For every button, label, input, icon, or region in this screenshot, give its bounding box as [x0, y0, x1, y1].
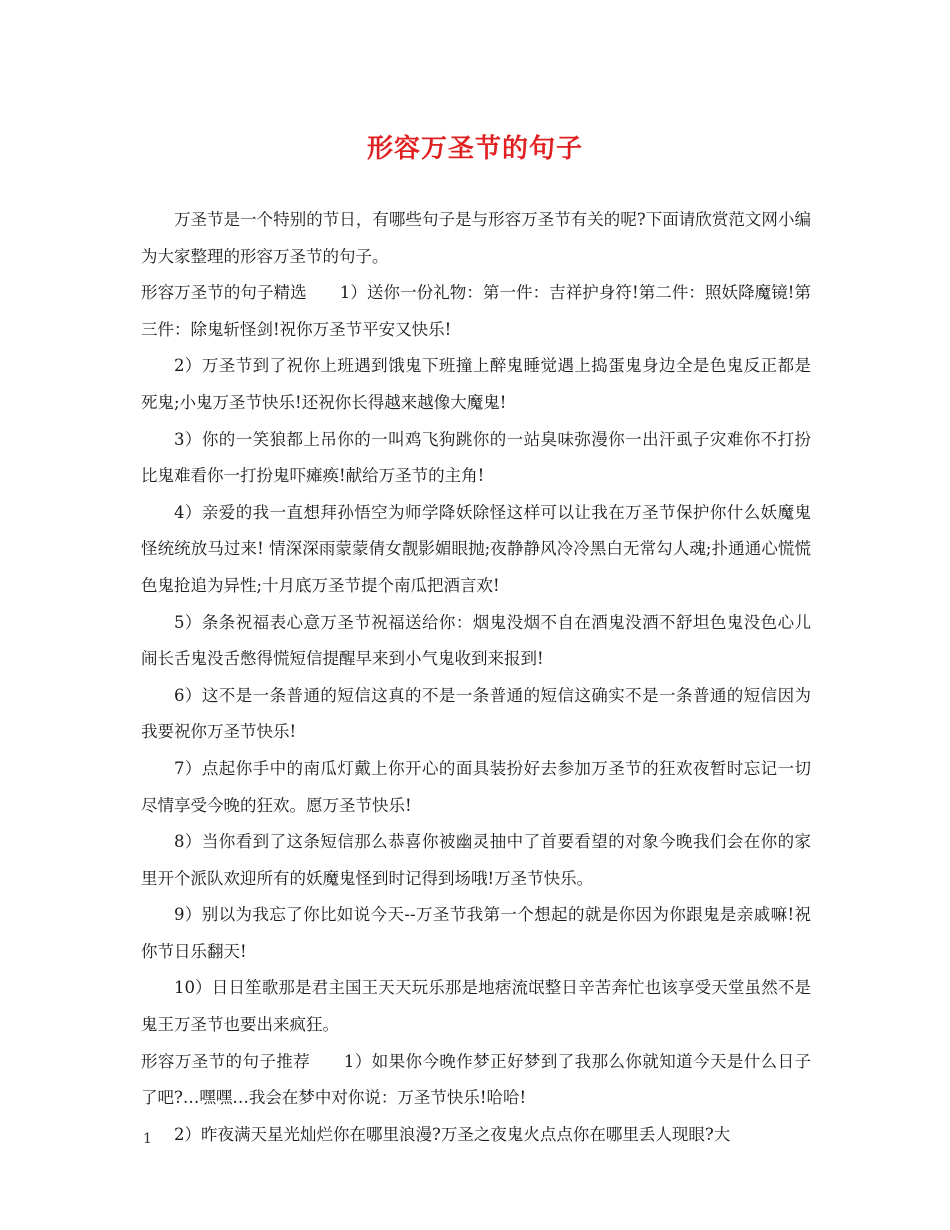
paragraph: 9）别以为我忘了你比如说今天--万圣节我第一个想起的就是你因为你跟鬼是亲戚嘛!祝你节日乐翻天! [141, 905, 811, 961]
paragraph: 2）万圣节到了祝你上班遇到饿鬼下班撞上醉鬼睡觉遇上捣蛋鬼身边全是色鬼反正都是死鬼;小鬼万圣节快乐!还祝你长得越来越像大魔鬼! [141, 356, 811, 412]
paragraph: 10）日日笙歌那是君主国王天天玩乐那是地痞流氓整日辛苦奔忙也该享受天堂虽然不是鬼王万圣节也要出来疯狂。 [141, 978, 811, 1035]
paragraph: 4）亲爱的我一直想拜孙悟空为师学降妖除怪这样可以让我在万圣节保护你什么妖魔鬼怪统统放马过来! 情深深雨蒙蒙倩女靓影媚眼抛;夜静静风冷冷黑白无常勾人魂;扑通通心慌慌色鬼抢追为异性;十月底万圣节提个南瓜把酒言欢! [141, 502, 811, 595]
paragraph: 2）昨夜满天星光灿烂你在哪里浪漫?万圣之夜鬼火点点你在哪里丢人现眼?大 [174, 1124, 731, 1144]
paragraph: 万圣节是一个特别的节日，有哪些句子是与形容万圣节有关的呢?下面请欣赏范文网小编为大家整理的形容万圣节的句子。 [141, 210, 811, 266]
section-heading-paragraph: 形容万圣节的句子精选 1）送你一份礼物：第一件：吉祥护身符!第二件：照妖降魔镜!第三件：除鬼斩怪剑!祝你万圣节平安又快乐! [141, 283, 811, 339]
paragraph: 8）当你看到了这条短信那么恭喜你被幽灵抽中了首要看望的对象今晚我们会在你的家里开个派队欢迎所有的妖魔鬼怪到时记得到场哦!万圣节快乐。 [141, 832, 811, 888]
page-number: 1 [143, 1131, 152, 1147]
document-title: 形容万圣节的句子 [366, 134, 583, 164]
document-body [141, 202, 811, 1153]
paragraph: 7）点起你手中的南瓜灯戴上你开心的面具装扮好去参加万圣节的狂欢夜暂时忘记一切尽情享受今晚的狂欢。愿万圣节快乐! [141, 758, 811, 815]
paragraph: 6）这不是一条普通的短信这真的不是一条普通的短信这确实不是一条普通的短信因为我要祝你万圣节快乐! [141, 685, 811, 742]
paragraph: 5）条条祝福表心意万圣节祝福送给你：烟鬼没烟不自在酒鬼没酒不舒坦色鬼没色心儿闹长舌鬼没舌憋得慌短信提醒早来到小气鬼收到来报到! [141, 612, 811, 669]
paragraph: 3）你的一笑狼都上吊你的一叫鸡飞狗跳你的一站臭味弥漫你一出汗虱子灾难你不打扮比鬼难看你一打扮鬼吓瘫痪!献给万圣节的主角! [141, 429, 811, 486]
section-heading-paragraph: 形容万圣节的句子推荐 1）如果你今晚作梦正好梦到了我那么你就知道今天是什么日子了吧?…嘿嘿…我会在梦中对你说：万圣节快乐!哈哈! [141, 1051, 811, 1108]
